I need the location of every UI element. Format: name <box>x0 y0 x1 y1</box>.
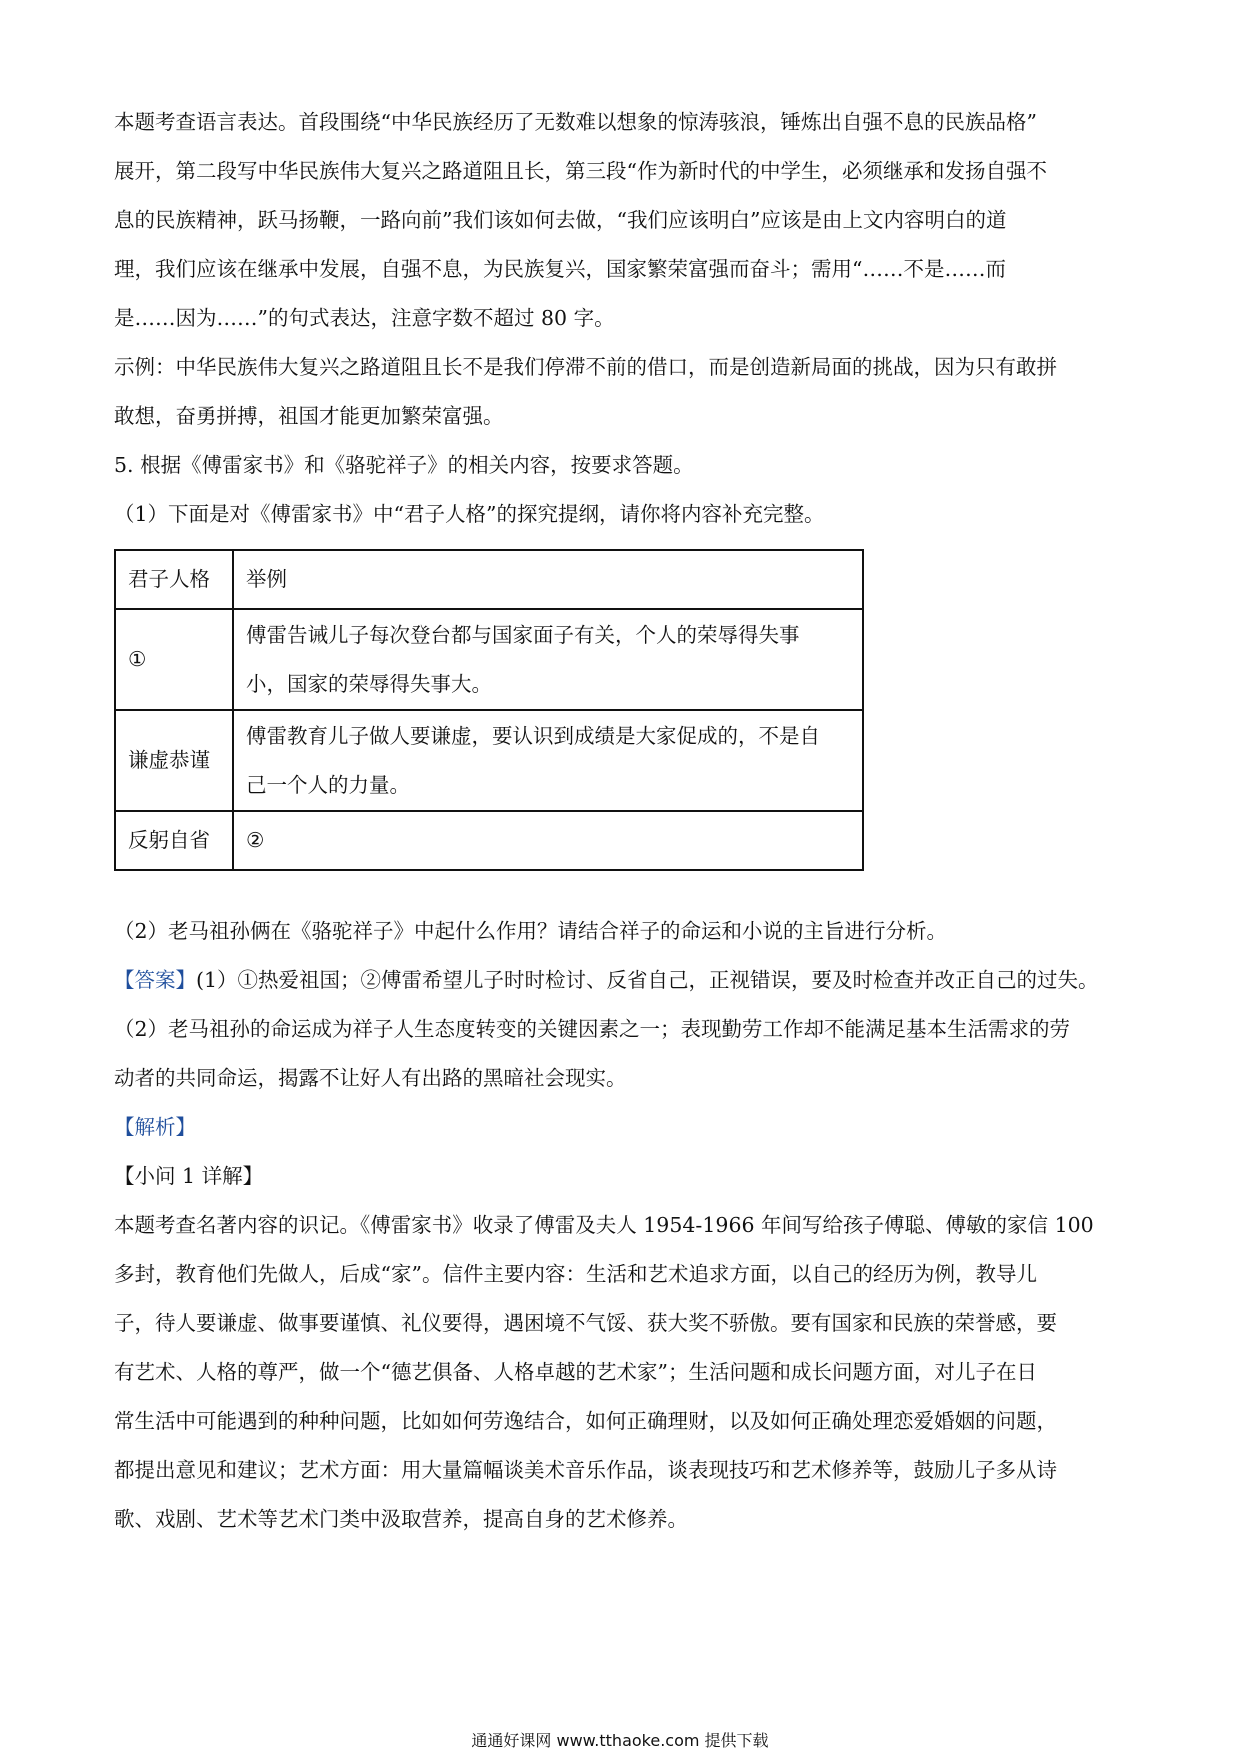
spacer <box>114 871 1134 907</box>
answer-line: 动者的共同命运，揭露不让好人有出路的黑暗社会现实。 <box>114 1066 627 1090</box>
table-row <box>115 609 863 710</box>
question-5-title: 5. 根据《傅雷家书》和《骆驼祥子》的相关内容，按要求答题。 <box>114 453 694 477</box>
table-header-trait: 君子人格 <box>115 550 233 609</box>
outline-table <box>114 549 864 871</box>
analysis-tag: 【解析】 <box>114 1115 196 1139</box>
question-5-sub2: （2）老马祖孙俩在《骆驼祥子》中起什么作用？请结合祥子的命运和小说的主旨进行分析。 <box>114 919 948 943</box>
intro-line: 息的民族精神，跃马扬鞭，一路向前”我们该如何去做，“我们应该明白”应该是由上文内容明白的道 <box>114 208 1007 232</box>
example-line: 敢想，奋勇拼搏，祖国才能更加繁荣富强。 <box>114 404 504 428</box>
analysis-subtitle: 【小问 1 详解】 <box>114 1164 264 1188</box>
table-cell-example <box>233 811 863 870</box>
table-row <box>115 710 863 811</box>
answer-text: (1）①热爱祖国；②傅雷希望儿子时时检讨、反省自己，正视错误，要及时检查并改正自己的过失。 <box>196 968 1099 992</box>
analysis-line: 子，待人要谦虚、做事要谨慎、礼仪要得，遇困境不气馁、获大奖不骄傲。要有国家和民族的荣誉感，要 <box>114 1311 1057 1335</box>
table-cell-line: 己一个人的力量。 <box>246 772 410 797</box>
table-cell-example <box>233 609 863 710</box>
answer-line: （2）老马祖孙的命运成为祥子人生态度转变的关键因素之一；表现勤劳工作却不能满足基本生活需求的劳 <box>114 1017 1071 1041</box>
analysis-line: 都提出意见和建议；艺术方面：用大量篇幅谈美术音乐作品，谈表现技巧和艺术修养等，鼓励儿子多从诗 <box>114 1458 1057 1482</box>
question-5-sub1: （1）下面是对《傅雷家书》中“君子人格”的探究提纲，请你将内容补充完整。 <box>114 502 825 526</box>
table-cell-line: 小，国家的荣辱得失事大。 <box>246 671 492 696</box>
analysis-line: 歌、戏剧、艺术等艺术门类中汲取营养，提高自身的艺术修养。 <box>114 1507 688 1531</box>
analysis-line: 多封，教育他们先做人，后成“家”。信件主要内容：生活和艺术追求方面，以自己的经历为例，教导儿 <box>114 1262 1037 1286</box>
page-footer: 通通好课网 www.tthaoke.com 提供下载 <box>471 1731 769 1750</box>
answer-line <box>114 956 1134 1005</box>
table-header-row <box>115 550 863 609</box>
analysis-line: 本题考查名著内容的识记。《傅雷家书》收录了傅雷及夫人 1954-1966 年间写给孩子傅聪、傅敏的家信 100 <box>114 1213 1094 1237</box>
intro-line: 展开，第二段写中华民族伟大复兴之路道阻且长，第三段“作为新时代的中学生，必须继承和发扬自强不 <box>114 159 1047 183</box>
analysis-line: 常生活中可能遇到的种种问题，比如如何劳逸结合，如何正确理财，以及如何正确处理恋爱婚姻的问题， <box>114 1409 1057 1433</box>
page-content <box>114 98 1134 1544</box>
table-cell-trait: 反躬自省 <box>115 811 233 870</box>
table-row <box>115 811 863 870</box>
example-line: 示例：中华民族伟大复兴之路道阻且长不是我们停滞不前的借口，而是创造新局面的挑战，因为只有敢拼 <box>114 355 1057 379</box>
table-cell-line: ② <box>246 828 265 852</box>
intro-line: 理，我们应该在继承中发展，自强不息，为民族复兴，国家繁荣富强而奋斗；需用“……不是……而 <box>114 257 1006 281</box>
table-cell-example <box>233 710 863 811</box>
table-cell-line: 傅雷告诫儿子每次登台都与国家面子有关，个人的荣辱得失事 <box>246 622 800 647</box>
table-cell-line: 傅雷教育儿子做人要谦虚，要认识到成绩是大家促成的，不是自 <box>246 723 820 748</box>
table-header-example: 举例 <box>233 550 863 609</box>
intro-line: 是……因为……”的句式表达，注意字数不超过 80 字。 <box>114 306 615 330</box>
answer-tag: 【答案】 <box>114 968 196 992</box>
table-cell-trait: ① <box>115 609 233 710</box>
intro-line: 本题考查语言表达。首段围绕“中华民族经历了无数难以想象的惊涛骇浪，锤炼出自强不息的民族品格” <box>114 110 1037 134</box>
analysis-line: 有艺术、人格的尊严，做一个“德艺俱备、人格卓越的艺术家”；生活问题和成长问题方面，对儿子在日 <box>114 1360 1037 1384</box>
table-cell-trait: 谦虚恭谨 <box>115 710 233 811</box>
